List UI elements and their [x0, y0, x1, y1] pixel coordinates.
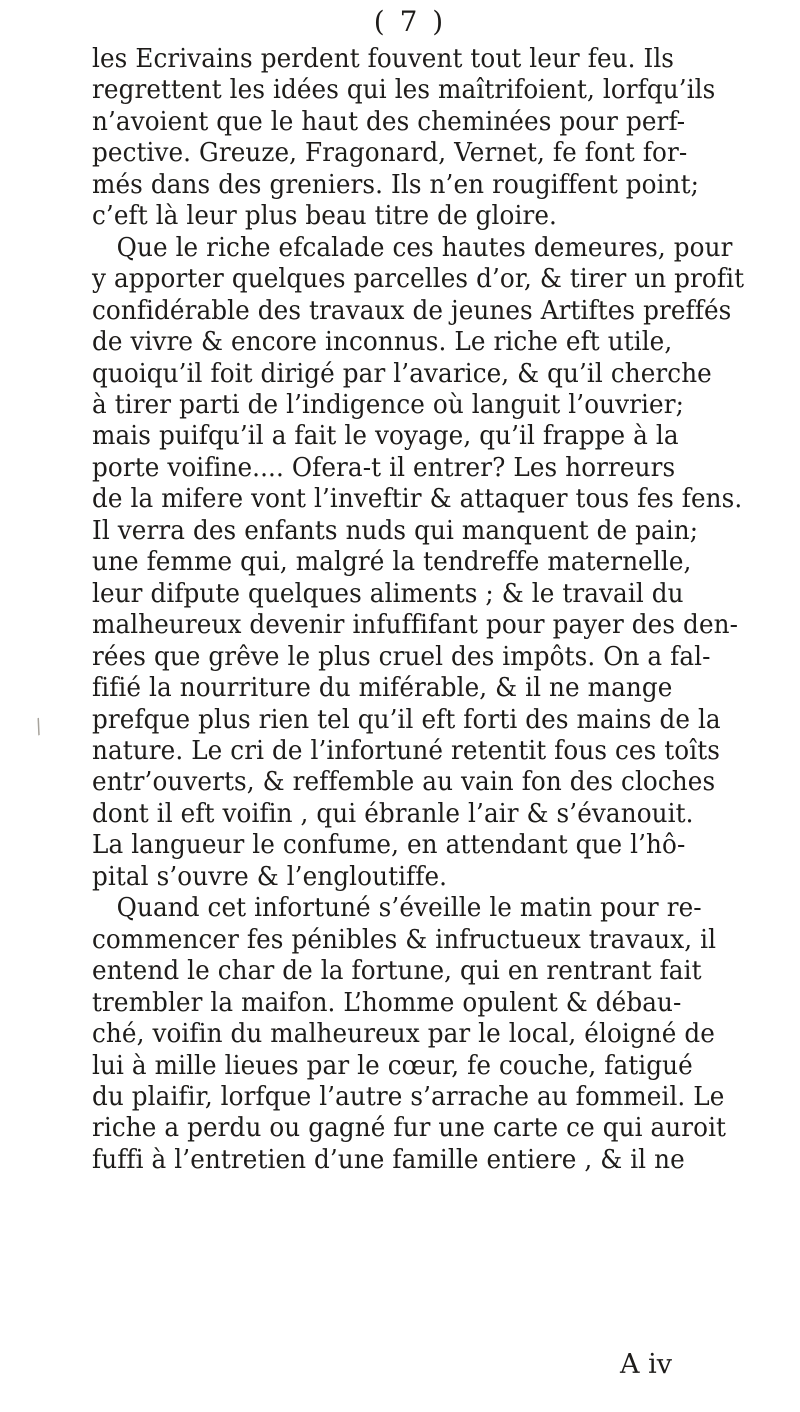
text-line: nature. Le cri de l’infortuné retentit fous ces toîts — [92, 735, 720, 766]
text-line: une femme qui, malgré la tendreffe maternelle, — [92, 547, 692, 578]
text-line: La langueur le confume, en attendant que l’hô- — [92, 830, 686, 861]
text-line: confidérable des travaux de jeunes Artiftes preffés — [92, 295, 732, 326]
text-line: rées que grêve le plus cruel des impôts. On a fal- — [92, 641, 711, 672]
text-line: riche a perdu ou gagné fur une carte ce qui auroit — [92, 1113, 727, 1144]
text-line: quoiqu’il foit dirigé par l’avarice, & qu’il cherche — [92, 358, 712, 389]
text-line: pective. Greuze, Fragonard, Vernet, fe font for- — [92, 138, 688, 169]
text-line: Que le riche efcalade ces hautes demeures, pour — [116, 232, 733, 263]
text-line: du plaifir, lorfque l’autre s’arrache au fommeil. Le — [92, 1081, 725, 1112]
text-line: pital s’ouvre & l’engloutiffe. — [92, 861, 448, 892]
text-line: commencer fes pénibles & infructueux travaux, il — [92, 924, 717, 955]
body-text — [92, 44, 800, 1176]
text-line: de vivre & encore inconnus. Le riche eft utile, — [92, 327, 673, 358]
text-line: lui à mille lieues par le cœur, fe couche, fatigué — [92, 1050, 693, 1081]
catchword-signature: A iv — [620, 1349, 672, 1380]
margin-mark: / — [31, 713, 46, 739]
text-line: entr’ouverts, & reffemble au vain fon des cloches — [92, 767, 716, 798]
text-line: fuffi à l’entretien d’une famille entiere , & il ne — [92, 1144, 685, 1175]
text-line: Quand cet infortuné s’éveille le matin pour re- — [116, 893, 702, 924]
text-line: trembler la maifon. L’homme opulent & débau- — [92, 987, 682, 1018]
text-line: n’avoient que le haut des cheminées pour perf- — [92, 106, 686, 137]
text-line: y apporter quelques parcelles d’or, & tirer un profit — [92, 264, 745, 295]
text-line: de la mifere vont l’inveftir & attaquer tous fes fens. — [92, 484, 743, 515]
text-line: leur difpute quelques aliments ; & le travail du — [92, 578, 684, 609]
text-line: prefque plus rien tel qu’il eft forti des mains de la — [92, 704, 721, 735]
text-line: regrettent les idées qui les maîtrifoient, lorfqu’ils — [92, 75, 716, 106]
text-line: dont il eft voifin , qui ébranle l’air & s’évanouit. — [92, 798, 694, 829]
text-line: ché, voifin du malheureux par le local, éloigné de — [92, 1019, 715, 1050]
text-line: c’eft là leur plus beau titre de gloire. — [92, 201, 557, 232]
text-line: malheureux devenir infuffifant pour payer des den- — [92, 610, 739, 641]
text-line: porte voifine.... Ofera-t il entrer? Les horreurs — [92, 452, 676, 483]
text-line: fifié la nourriture du miférable, & il ne mange — [92, 673, 673, 704]
page-number: ( 7 ) — [373, 5, 447, 38]
text-line: Il verra des enfants nuds qui manquent de pain; — [92, 515, 699, 546]
text-line: mais puifqu’il a fait le voyage, qu’il frappe à la — [92, 421, 679, 452]
text-line: entend le char de la fortune, qui en rentrant fait — [92, 956, 702, 987]
text-line: à tirer parti de l’indigence où languit l’ouvrier; — [92, 389, 685, 420]
text-line: les Ecrivains perdent fouvent tout leur feu. Ils — [92, 44, 675, 74]
text-line: més dans des greniers. Ils n’en rougiffent point; — [92, 169, 699, 200]
